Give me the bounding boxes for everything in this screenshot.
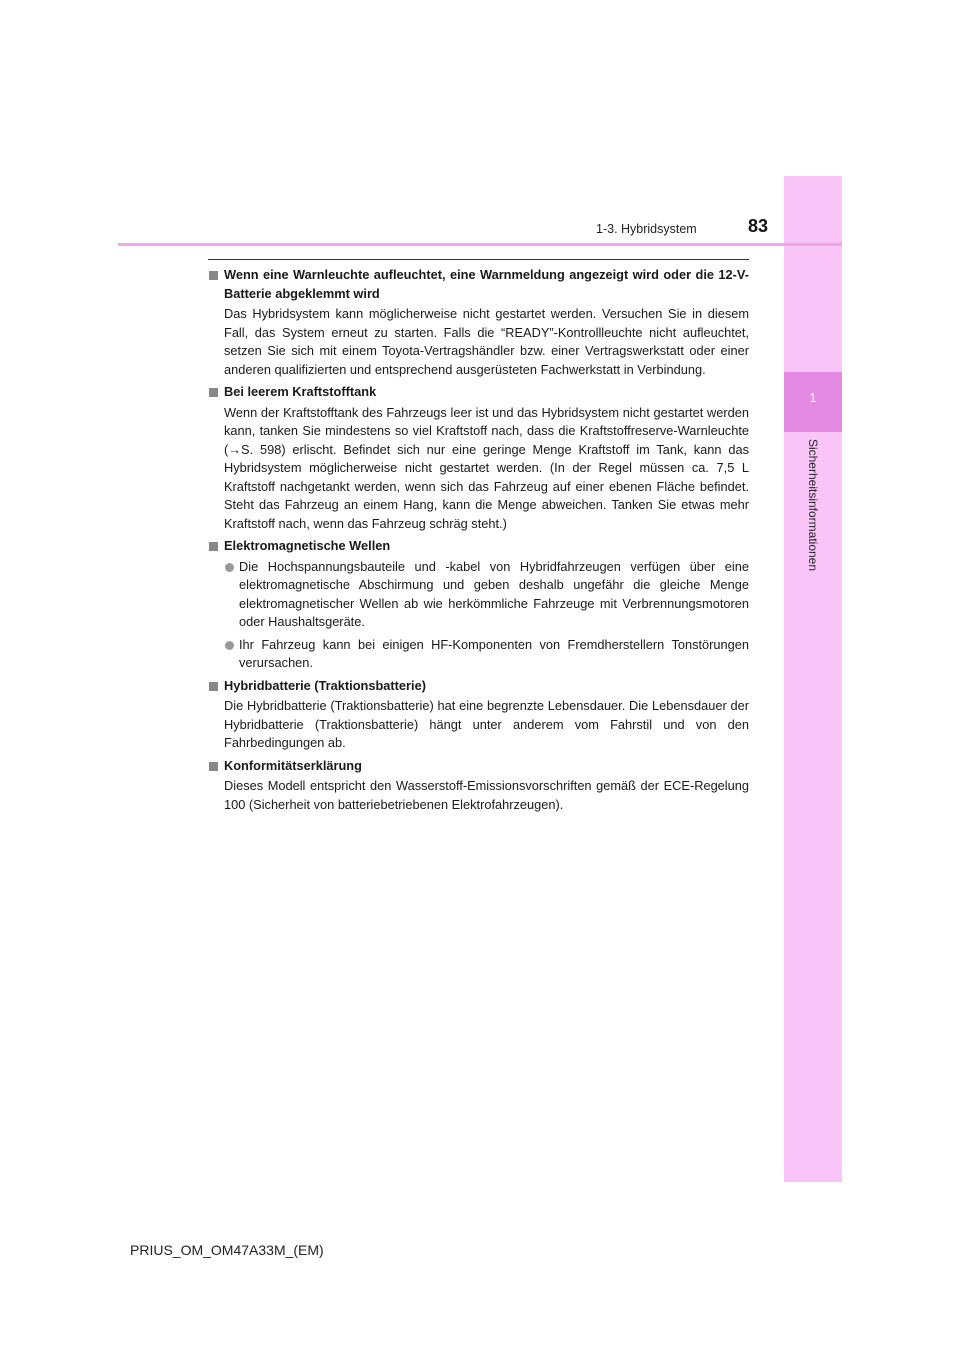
square-bullet-icon: [209, 542, 218, 551]
page-number: 83: [748, 216, 769, 236]
item-electromagnetic-waves: [209, 537, 749, 673]
section-title: 1-3. Hybridsystem: [596, 222, 697, 236]
item-body: Wenn der Kraftstofftank des Fahrzeugs leer ist und das Hybridsystem nicht gestartet werden kann, tanken Sie mindestens so viel Kraftstoff nach, dass die Kraftstoffreserve-Warnleuchte (→S. 598) erlischt. Befindet sich nur eine geringe Menge Kraftstoff im Tank, kann das Hybridsystem möglicherweise nicht gestartet werden. (In der Regel müssen ca. 7,5 L Kraftstoff nachgetankt werden, wenn sich das Fahrzeug auf einer ebenen Fläche befindet. Steht das Fahrzeug an einem Hang, kann die Menge abweichen. Tanken Sie etwas mehr Kraftstoff nach, wenn das Fahrzeug schräg steht.): [224, 404, 749, 531]
item-hybrid-battery: [209, 677, 749, 753]
footer-doc-id: PRIUS_OM_OM47A33M_(EM): [130, 1242, 324, 1258]
item-conformity: [209, 757, 749, 815]
square-bullet-icon: [209, 682, 218, 691]
square-bullet-icon: [209, 388, 218, 397]
square-bullet-icon: [209, 762, 218, 771]
chapter-number: 1: [809, 390, 817, 405]
content-top-rule: [208, 259, 749, 260]
item-title: Elektromagnetische Wellen: [224, 538, 391, 553]
round-bullet-icon: [225, 641, 234, 650]
list-item: Die Hochspannungsbauteile und -kabel von Hybridfahrzeugen verfügen über eine elektromagnetische Abschirmung und geben deshalb ungefähr die gleiche Menge elektromagnetischer Wellen ab wie herkömmliche Fahrzeuge mit Verbrennungsmotoren oder Haushaltsgeräte.: [209, 558, 749, 632]
item-body: Dieses Modell entspricht den Wasserstoff-Emissionsvorschriften gemäß der ECE-Regelung 100 (Sicherheit von batteriebetriebenen Elektrofahrzeugen).: [224, 778, 749, 812]
chapter-side-tab: [784, 176, 842, 1182]
item-body: Die Hybridbatterie (Traktionsbatterie) hat eine begrenzte Lebensdauer. Die Lebensdauer der Hybridbatterie (Traktionsbatterie) hängt unter anderem vom Fahrstil und von den Fahrbedingungen ab.: [224, 698, 749, 750]
item-title: Wenn eine Warnleuchte aufleuchtet, eine Warnmeldung angezeigt wird oder die 12-V-Batterie abgeklemmt wird: [224, 267, 749, 301]
item-title: Konformitätserklärung: [224, 757, 362, 773]
list-item: Ihr Fahrzeug kann bei einigen HF-Komponenten von Fremdherstellern Tonstörungen verursachen.: [209, 636, 749, 673]
item-warning-light: [209, 266, 749, 379]
round-bullet-icon: [225, 563, 234, 572]
chapter-title: Sicherheitsinformationen: [806, 438, 820, 572]
item-title: Hybridbatterie (Traktionsbatterie): [224, 677, 426, 693]
item-empty-tank: [209, 383, 749, 533]
item-title: Bei leerem Kraftstofftank: [224, 384, 377, 399]
header-rule: [118, 243, 842, 246]
content: [209, 266, 749, 818]
square-bullet-icon: [209, 271, 218, 280]
item-body: Das Hybridsystem kann möglicherweise nicht gestartet werden. Versuchen Sie in diesem Fall, das System erneut zu starten. Falls die “READY”-Kontrollleuchte nicht aufleuchtet, setzen Sie sich mit einem Toyota-Vertragshändler bzw. einer Vertragswerkstatt oder einer anderen qualifizierten und entsprechend ausgerüsteten Fachwerkstatt in Verbindung.: [224, 306, 749, 377]
